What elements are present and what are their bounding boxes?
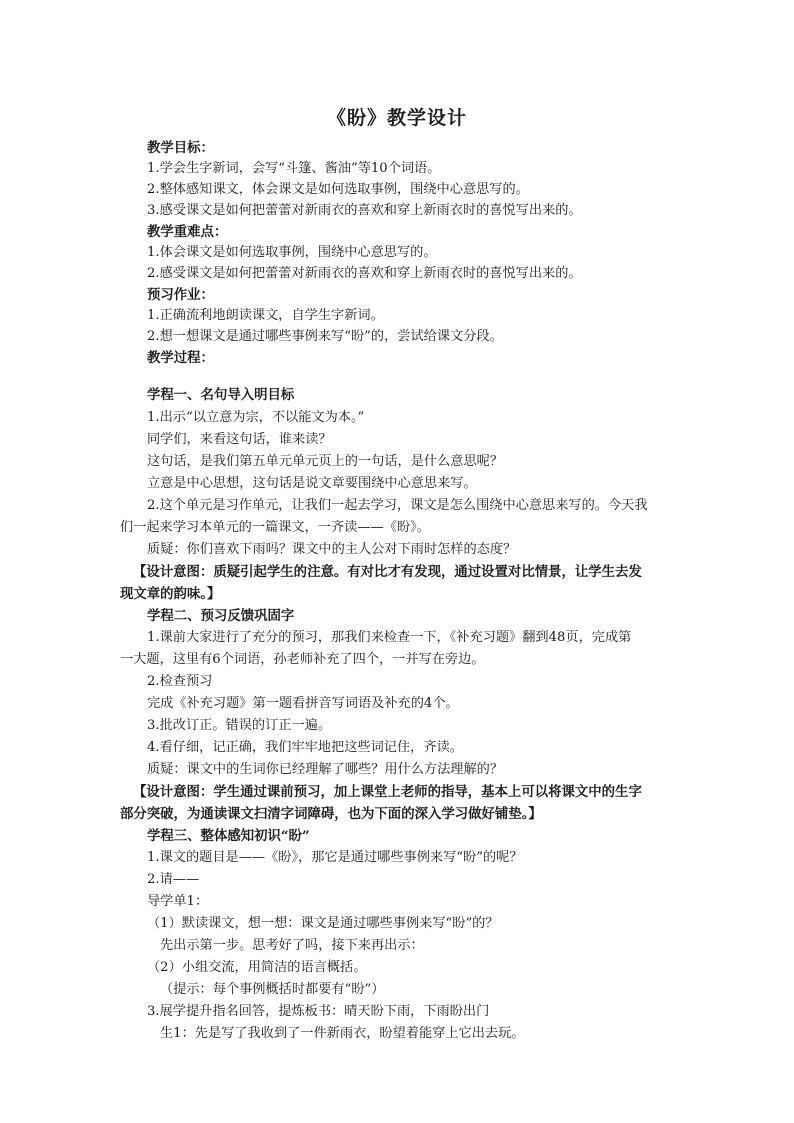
text-line: 同学们，来看这句话，谁来读？: [147, 432, 332, 447]
text-line: 4.看仔细，记正确，我们牢牢地把这些词记住，齐读。: [147, 740, 463, 755]
text-line: 3.展学提升指名回答，提炼板书：晴天盼下雨，下雨盼出门: [147, 1004, 490, 1019]
section-heading: 预习作业：: [147, 287, 214, 303]
text-line: 3.感受课文是如何把蕾蕾对新雨衣的喜欢和穿上新雨衣时的喜悦写出来的。: [147, 203, 582, 218]
page-title: 《盼》教学设计: [326, 107, 467, 129]
text-line: 2.这个单元是习作单元，让我们一起去学习，课文是怎么围绕中心意思来写的。今天我: [147, 498, 648, 513]
text-line: 1.课前大家进行了充分的预习，那我们来检查一下，《补充习题》翻到48页，完成第: [147, 630, 632, 645]
section-heading: 学程二、预习反馈巩固字: [147, 608, 295, 624]
design-intent-note: 部分突破，为通读课文扫清字词障碍，也为下面的深入学习做好铺垫。】: [120, 806, 542, 822]
text-line: 这句话，是我们第五单元单元页上的一句话，是什么意思呢？: [147, 454, 504, 469]
text-line: 1.出示“以立意为宗，不以能文为本。”: [147, 410, 365, 425]
text-line: 质疑：课文中的生词你已经理解了哪些？用什么方法理解的？: [147, 762, 504, 777]
text-line: 一大题，这里有6个词语，孙老师补充了四个，一并写在旁边。: [120, 652, 485, 667]
text-line: 2.感受课文是如何把蕾蕾对新雨衣的喜欢和穿上新雨衣时的喜悦写出来的。: [147, 266, 582, 281]
text-line: （1）默读课文，想一想：课文是通过哪些事例来写“盼”的？: [147, 916, 499, 931]
text-line: 1.正确流利地朗读课文，自学生字新词。: [147, 308, 384, 323]
text-line: 先出示第一步。思考好了吗，接下来再出示：: [160, 938, 424, 953]
text-line: 3.批改订正。错误的订正一遍。: [147, 718, 332, 733]
text-line: 2.想一想课文是通过哪些事例来写“盼”的，尝试给课文分段。: [147, 329, 503, 344]
design-intent-note: 【设计意图：学生通过课前预习，加上课堂上老师的指导，基本上可以将课文中的生字: [133, 784, 642, 800]
text-line: 1.学会生字新词，会写“斗篷、酱油”等10个词语。: [147, 161, 441, 176]
text-line: 立意是中心思想，这句话是说文章要围绕中心意思来写。: [147, 476, 477, 491]
text-line: （2）小组交流，用简洁的语言概括。: [147, 960, 367, 975]
section-heading: 学程一、名句导入明目标: [147, 387, 295, 403]
text-line: 质疑：你们喜欢下雨吗？课文中的主人公对下雨时怎样的态度？: [147, 542, 517, 557]
text-line: 2.整体感知课文，体会课文是如何选取事例，围绕中心意思写的。: [147, 182, 529, 197]
section-heading: 教学过程：: [147, 350, 214, 366]
section-heading: 教学重难点：: [147, 224, 228, 240]
design-intent-note: 【设计意图：质疑引起学生的注意。有对比才有发现，通过设置对比情景，让学生去发: [133, 564, 642, 580]
text-line: 1.课文的题目是——《盼》，那它是通过哪些事例来写“盼”的呢？: [147, 850, 523, 865]
text-line: 生1：先是写了我收到了一件新雨衣，盼望着能穿上它出去玩。: [160, 1026, 525, 1041]
text-line: 1.体会课文是如何选取事例，围绕中心意思写的。: [147, 245, 437, 260]
design-intent-note: 现文章的韵味。】: [120, 586, 221, 602]
text-line: 2.请——: [147, 872, 200, 887]
text-line: 完成《补充习题》第一题看拼音写词语及补充的4个。: [147, 696, 459, 711]
text-line: 导学单1：: [147, 894, 209, 909]
section-heading: 教学目标：: [147, 140, 214, 156]
section-heading: 学程三、整体感知初识“盼”: [147, 828, 310, 844]
text-line: 2.检查预习: [147, 674, 213, 689]
text-line: 们一起来学习本单元的一篇课文，一齐读——《盼》。: [120, 520, 430, 535]
text-line: （提示：每个事例概括时都要有“盼”）: [160, 982, 385, 997]
